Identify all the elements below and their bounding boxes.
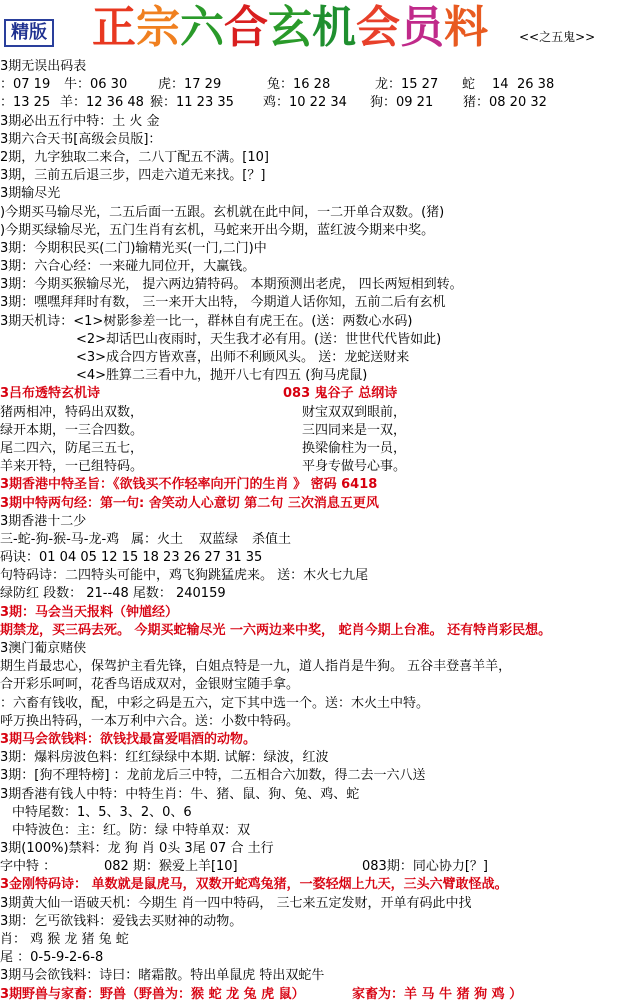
text-segment: 绿防红 段数： 21--48 尾数： 240159 xyxy=(0,586,226,602)
text-line xyxy=(0,531,621,549)
text-segment: )今期买绿输尽光，五门生肖有玄机，马蛇来开出今期，蓝红波今期来中奖。 xyxy=(0,222,435,238)
text-segment: 3期必出五行中特：土 火 金 xyxy=(0,113,160,129)
text-segment: 猪：08 20 32 xyxy=(463,95,547,111)
text-segment: 句特码诗：二四特头可能中，鸡飞狗跳猛虎来。 送：木火七九尾 xyxy=(0,568,369,584)
text-line xyxy=(0,876,621,894)
text-segment: <4>胜算二三看中九，抛开八七有四五 (狗马虎鼠) xyxy=(76,368,368,384)
text-line xyxy=(0,476,621,494)
text-line xyxy=(0,513,621,531)
text-line xyxy=(0,822,621,840)
text-segment: )今期买马输尽光，二五后面一五跟。玄机就在此中间，一二开单合双数。(猪) xyxy=(0,204,445,220)
text-segment: 3期马会欲钱料：欲钱找最富爱唱酒的动物。 xyxy=(0,731,257,747)
text-line xyxy=(0,931,621,949)
title-char: 员 xyxy=(400,2,444,53)
text-segment: 蛇 xyxy=(462,77,476,93)
title-char: 料 xyxy=(444,2,488,53)
text-line xyxy=(0,258,621,276)
text-line xyxy=(0,604,621,622)
text-segment: 牛：06 30 xyxy=(64,77,128,93)
text-segment: 尾 ：0-5-9-2-6-8 xyxy=(0,950,104,966)
text-segment: 3期中特两句经：第一句: 舍笑动人心意切 第二句 三次消息五更风 xyxy=(0,495,379,511)
text-segment: 龙：15 27 xyxy=(375,77,439,93)
text-segment: 3期：马会当天报料（钟馗经） xyxy=(0,604,179,620)
text-segment: 三四同来是一双， xyxy=(302,422,407,438)
text-line xyxy=(0,294,621,312)
text-segment: 26 38 xyxy=(517,77,555,93)
text-line xyxy=(0,149,621,167)
text-segment: 3期黄大仙一语破天机：今期生 肖一四中特码， 三七来五定发财，开单有码此中找 xyxy=(0,895,472,911)
text-segment: 3澳门葡京赌侠 xyxy=(0,641,87,656)
text-line xyxy=(0,94,621,112)
text-line xyxy=(0,76,621,94)
title-char: 玄 xyxy=(268,2,312,53)
text-segment: 3期香港有钱人中特：中特生肖：牛、猪、鼠、狗、兔、鸡、蛇 xyxy=(0,786,360,802)
text-line xyxy=(0,786,621,804)
text-segment: 兔：16 28 xyxy=(267,77,331,93)
text-line xyxy=(0,804,621,822)
text-segment: 羊：12 36 48 xyxy=(60,95,144,111)
text-segment: 双蓝绿 xyxy=(199,531,239,547)
text-line xyxy=(0,913,621,931)
title-char: 六 xyxy=(180,2,224,53)
text-segment: 083期：同心协力[？] xyxy=(362,859,488,875)
text-line xyxy=(0,204,621,222)
text-segment: 鸡：10 22 34 xyxy=(263,95,347,111)
text-segment: ：07 19 xyxy=(0,77,51,93)
title-char: 宗 xyxy=(136,2,180,53)
text-segment: 杀值土 xyxy=(252,531,292,547)
title-char: 正 xyxy=(92,2,136,53)
text-line xyxy=(0,622,621,640)
text-segment: 3期：[狗不理特榜] ：龙前龙后三中特，二五相合六加数，得二去一六八送 xyxy=(0,768,426,784)
title-char: 会 xyxy=(356,2,400,53)
text-line xyxy=(0,440,621,458)
text-line xyxy=(0,658,621,676)
text-segment: 期禁龙，买三码去死。 今期买蛇输尽光 一六两边来中奖， 蛇肖今期上台准。 还有特肖彩民想。 xyxy=(0,622,552,638)
text-segment: 3期无误出码表 xyxy=(0,59,87,74)
text-segment: 083 鬼谷子 总纲诗 xyxy=(283,386,398,402)
text-line xyxy=(0,749,621,767)
text-line xyxy=(0,422,621,440)
text-line xyxy=(0,495,621,513)
text-segment: 3期：乞丐欲钱料：爱钱去买财神的动物。 xyxy=(0,913,243,929)
text-segment: 3金刚特码诗： 单数就是鼠虎马，双数开蛇鸡兔猪，一婺轻烟上九天，三头六臂敢怪战。 xyxy=(0,877,508,893)
text-segment: 3期：爆料房波色料：红红绿绿中本期. 试解：绿波，红波 xyxy=(0,750,329,766)
text-segment: 中特尾数：1、5、3、2、0、6 xyxy=(12,804,192,820)
text-segment: ：13 25 xyxy=(0,95,51,111)
text-segment: 3期，三前五后退三步，四走六道无来找。[？] xyxy=(0,168,266,184)
text-line xyxy=(0,113,621,131)
text-segment: 肖： 鸡 猴 龙 猪 兔 蛇 xyxy=(0,932,129,947)
text-segment: 3期香港十二少 xyxy=(0,513,87,529)
text-line xyxy=(0,895,621,913)
page-header xyxy=(0,0,621,58)
text-line xyxy=(0,858,621,876)
page-subtitle: <<之五鬼>> xyxy=(519,30,596,44)
text-line xyxy=(0,695,621,713)
text-segment: 财宝双双到眼前， xyxy=(302,404,407,420)
text-segment: 换梁偷柱为一员， xyxy=(302,440,407,456)
text-line xyxy=(0,131,621,149)
text-line xyxy=(0,185,621,203)
text-segment: <3>成合四方皆欢喜，出师不利顾风头。 送：龙蛇送财来 xyxy=(76,350,410,365)
text-segment: 码诀：01 04 05 12 15 18 23 26 27 31 35 xyxy=(0,550,263,566)
text-segment: 中特波色：主：红。防：绿 中特单双：双 xyxy=(12,822,251,838)
text-line xyxy=(0,967,621,985)
text-line xyxy=(0,58,621,76)
text-segment: 狗：09 21 xyxy=(370,95,434,111)
text-line xyxy=(0,840,621,858)
text-segment: 尾二四六，防尾三五七， xyxy=(0,440,144,456)
title-char: 机 xyxy=(312,2,356,53)
text-segment: <2>却话巴山夜雨时，天生我才必有用。(送：世世代代皆如此) xyxy=(76,331,442,347)
text-line xyxy=(0,167,621,185)
text-line xyxy=(0,313,621,331)
text-segment: 082 期：猴爱上羊[10] xyxy=(104,859,238,875)
text-segment: 呼万换出特码，一本万利中六合。送：小数中特码。 xyxy=(0,713,300,729)
text-line xyxy=(0,585,621,603)
text-line xyxy=(0,949,621,967)
text-line xyxy=(0,331,621,349)
text-segment: 2期，九字独取二来合，二八丁配五不满。[10] xyxy=(0,149,269,165)
text-segment: 羊来开特，一已组特码。 xyxy=(0,459,144,475)
content-list xyxy=(0,58,621,1004)
text-segment: 3期野兽与家畜：野兽（野兽为：猴 蛇 龙 兔 虎 鼠） xyxy=(0,986,305,1002)
text-segment: 3期(100%)禁料：龙 狗 肖 0头 3尾 07 合 土行 xyxy=(0,841,274,857)
text-line xyxy=(0,222,621,240)
text-segment: 3期输尽光 xyxy=(0,186,61,202)
title-char: 合 xyxy=(224,2,268,53)
text-segment: 3期六合天书[高级会员版]： xyxy=(0,131,162,147)
text-segment: 三-蛇-狗-猴-马-龙-鸡 xyxy=(0,531,120,547)
page-title xyxy=(92,2,488,54)
text-segment: 3期：六合心经：一来碰九同位开，大赢钱。 xyxy=(0,259,256,275)
text-segment: 3期：今期买猴输尽光， 提六两边猜特码。 本期预测出老虎， 四长两短相到转。 xyxy=(0,277,463,293)
text-segment: 3期天机诗：<1>树影参差一比一，群林自有虎王在。(送：两数心水码) xyxy=(0,313,413,329)
text-segment: 3期马会欲钱料：诗曰：睹霜散。特出单鼠虎 特出双蛇牛 xyxy=(0,968,325,984)
text-line xyxy=(0,367,621,385)
text-line xyxy=(0,640,621,658)
text-segment: 猴：11 23 35 xyxy=(150,95,234,111)
text-line xyxy=(0,767,621,785)
text-segment: 家畜为：羊 马 牛 猪 狗 鸡 ） xyxy=(352,986,523,1002)
text-line xyxy=(0,276,621,294)
edition-badge: 精版 xyxy=(4,19,54,47)
text-line xyxy=(0,731,621,749)
text-segment: 3期：嘿嘿拜拜时有数， 三一来开大出特， 今期道人话你知，五前二后有玄机 xyxy=(0,295,446,311)
text-line xyxy=(0,385,621,403)
text-segment: 字中特 ： xyxy=(0,859,57,875)
text-segment: 期生肖最忠心，保驾护主看先锋，白姐点特是一九，道人指肖是牛狗。 五谷丰登喜羊羊， xyxy=(0,659,512,675)
text-line xyxy=(0,676,621,694)
text-line xyxy=(0,404,621,422)
text-segment: 3吕布透特玄机诗 xyxy=(0,386,101,402)
text-line xyxy=(0,240,621,258)
text-segment: 属：火土 xyxy=(131,531,184,547)
text-segment: 绿开本期，一三合四数。 xyxy=(0,422,144,438)
text-line xyxy=(0,349,621,367)
text-segment: 3期：今期积民买(二门)输精光买(一门,二门)中 xyxy=(0,240,267,256)
text-segment: 3期香港中特圣旨：《欲钱买不作轻率向开门的生肖 》 密码 6418 xyxy=(0,477,378,493)
text-segment: ：六畜有钱收，配，中彩之码是五六，定下其中选一个。送：木火土中特。 xyxy=(0,695,430,711)
text-segment: 14 xyxy=(492,77,509,93)
text-line xyxy=(0,986,621,1004)
text-line xyxy=(0,549,621,567)
text-segment: 平身专做号心事。 xyxy=(302,459,407,475)
text-segment: 虎：17 29 xyxy=(158,77,222,93)
text-segment: 猪两相冲，特码出双数， xyxy=(0,404,144,420)
text-segment: 合开彩乐呵呵，花香鸟语成双对，金银财宝随手拿。 xyxy=(0,677,300,693)
text-line xyxy=(0,458,621,476)
text-line xyxy=(0,567,621,585)
text-line xyxy=(0,713,621,731)
